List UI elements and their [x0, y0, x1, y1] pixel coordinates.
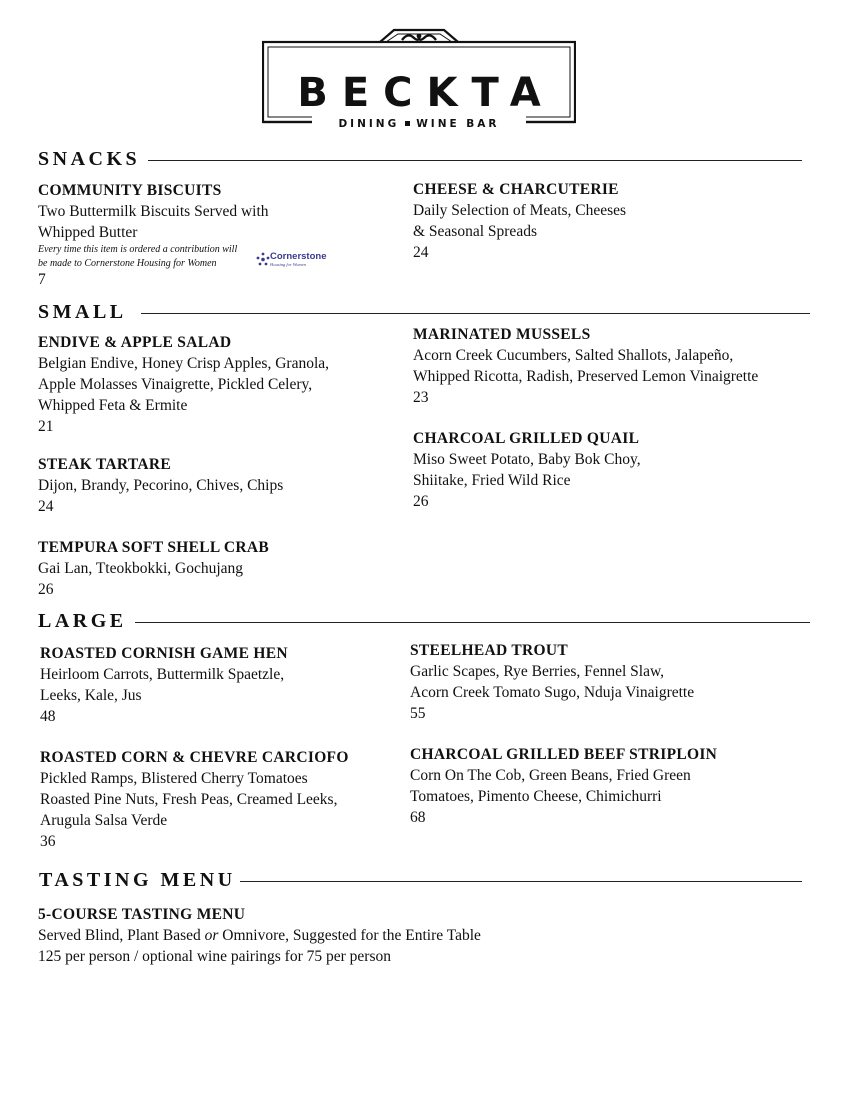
section-header-snacks [38, 147, 802, 171]
tagline-dining: DINING [338, 118, 400, 130]
item-description: Heirloom Carrots, Buttermilk Spaetzle, [40, 666, 285, 683]
item-description: Whipped Butter [38, 224, 138, 241]
item-description: Tomatoes, Pimento Cheese, Chimichurri [410, 788, 662, 805]
item-price: 7 [38, 271, 46, 288]
menu-item-marinated-mussels [413, 324, 758, 408]
menu-item-tempura-soft-shell-crab [38, 537, 269, 600]
cornerstone-logo [256, 251, 328, 269]
item-description: Garlic Scapes, Rye Berries, Fennel Slaw, [410, 663, 665, 680]
item-description: Belgian Endive, Honey Crisp Apples, Granola, [38, 355, 330, 372]
section-divider [148, 160, 802, 161]
section-title: LARGE [38, 609, 127, 632]
item-price: 48 [40, 708, 56, 725]
item-name: TEMPURA SOFT SHELL CRAB [38, 539, 269, 556]
item-description: Leeks, Kale, Jus [40, 687, 142, 704]
cornerstone-subtitle: Housing for Women [270, 262, 306, 267]
item-price: 125 per person / optional wine pairings for 75 per person [38, 948, 391, 965]
tasting-text: Omnivore, Suggested for the Entire Table [218, 927, 481, 944]
item-description: Apple Molasses Vinaigrette, Pickled Celery, [38, 376, 313, 393]
item-price: 26 [413, 493, 429, 510]
item-name: CHARCOAL GRILLED BEEF STRIPLOIN [410, 746, 718, 763]
item-price: 24 [38, 498, 54, 515]
item-price: 68 [410, 809, 426, 826]
item-description: Acorn Creek Cucumbers, Salted Shallots, Jalapeño, [413, 347, 734, 364]
item-description: Corn On The Cob, Green Beans, Fried Green [410, 767, 691, 784]
item-description: Shiitake, Fried Wild Rice [413, 472, 571, 489]
item-description: Roasted Pine Nuts, Fresh Peas, Creamed Leeks, [40, 791, 338, 808]
section-header-small [38, 300, 810, 324]
menu-item-cheese-charcuterie [413, 179, 626, 263]
section-header-large [38, 609, 810, 633]
menu-item-roasted-cornish-game-hen [40, 643, 288, 727]
square-bullet-icon [405, 121, 410, 126]
section-title: SMALL [38, 300, 127, 323]
item-description: Whipped Ricotta, Radish, Preserved Lemon Vinaigrette [413, 368, 759, 385]
menu-item-charcoal-grilled-quail [413, 428, 641, 512]
item-name: MARINATED MUSSELS [413, 326, 591, 343]
item-name: 5-COURSE TASTING MENU [38, 906, 246, 923]
tagline-wine-bar: WINE BAR [416, 118, 500, 130]
menu-item-steelhead-trout [410, 640, 694, 724]
brand-tagline [262, 118, 576, 130]
menu-item-steak-tartare [38, 454, 283, 517]
item-description: Two Buttermilk Biscuits Served with [38, 203, 269, 220]
menu-item-community-biscuits [38, 180, 269, 290]
tasting-text: Served Blind, Plant Based [38, 927, 205, 944]
item-name: COMMUNITY BISCUITS [38, 182, 222, 199]
item-description: Pickled Ramps, Blistered Cherry Tomatoes [40, 770, 308, 787]
item-description: Acorn Creek Tomato Sugo, Nduja Vinaigrette [410, 684, 695, 701]
item-description: Daily Selection of Meats, Cheeses [413, 202, 627, 219]
section-divider [240, 881, 802, 882]
menu-item-tasting-menu [38, 904, 481, 967]
item-description: Arugula Salsa Verde [40, 812, 168, 829]
item-price: 26 [38, 581, 54, 598]
item-price: 55 [410, 705, 426, 722]
item-description: Whipped Feta & Ermite [38, 397, 188, 414]
item-description: & Seasonal Spreads [413, 223, 537, 240]
item-price: 24 [413, 244, 429, 261]
tasting-or: or [204, 927, 219, 944]
item-description: Miso Sweet Potato, Baby Bok Choy, [413, 451, 641, 468]
item-name: ROASTED CORNISH GAME HEN [40, 645, 288, 662]
cornerstone-star-icon [256, 251, 270, 269]
item-name: CHEESE & CHARCUTERIE [413, 181, 619, 198]
item-price: 36 [40, 833, 56, 850]
cornerstone-name: Cornerstone [270, 251, 327, 262]
menu-item-roasted-corn-chevre-carciofo [40, 747, 349, 852]
section-title: SNACKS [38, 147, 141, 170]
brand-name: BECKTA [297, 70, 555, 116]
section-header-tasting-menu [39, 868, 802, 892]
charity-note: be made to Cornerstone Housing for Women [38, 257, 217, 269]
menu-item-endive-apple-salad [38, 332, 329, 437]
item-name: STEELHEAD TROUT [410, 642, 568, 659]
item-name: ENDIVE & APPLE SALAD [38, 334, 232, 351]
section-divider [135, 622, 810, 623]
item-description: Gai Lan, Tteokbokki, Gochujang [38, 560, 244, 577]
brand-logo [262, 28, 576, 134]
charity-note: Every time this item is ordered a contribution will [38, 244, 238, 255]
menu-item-charcoal-grilled-beef-striploin [410, 744, 717, 828]
section-title: TASTING MENU [39, 868, 236, 891]
item-name: CHARCOAL GRILLED QUAIL [413, 430, 640, 447]
item-description: Dijon, Brandy, Pecorino, Chives, Chips [38, 477, 284, 494]
section-divider [141, 313, 810, 314]
item-name: ROASTED CORN & CHEVRE CARCIOFO [40, 749, 349, 766]
item-name: STEAK TARTARE [38, 456, 171, 473]
item-description [38, 925, 481, 946]
item-price: 21 [38, 418, 54, 435]
item-price: 23 [413, 389, 429, 406]
